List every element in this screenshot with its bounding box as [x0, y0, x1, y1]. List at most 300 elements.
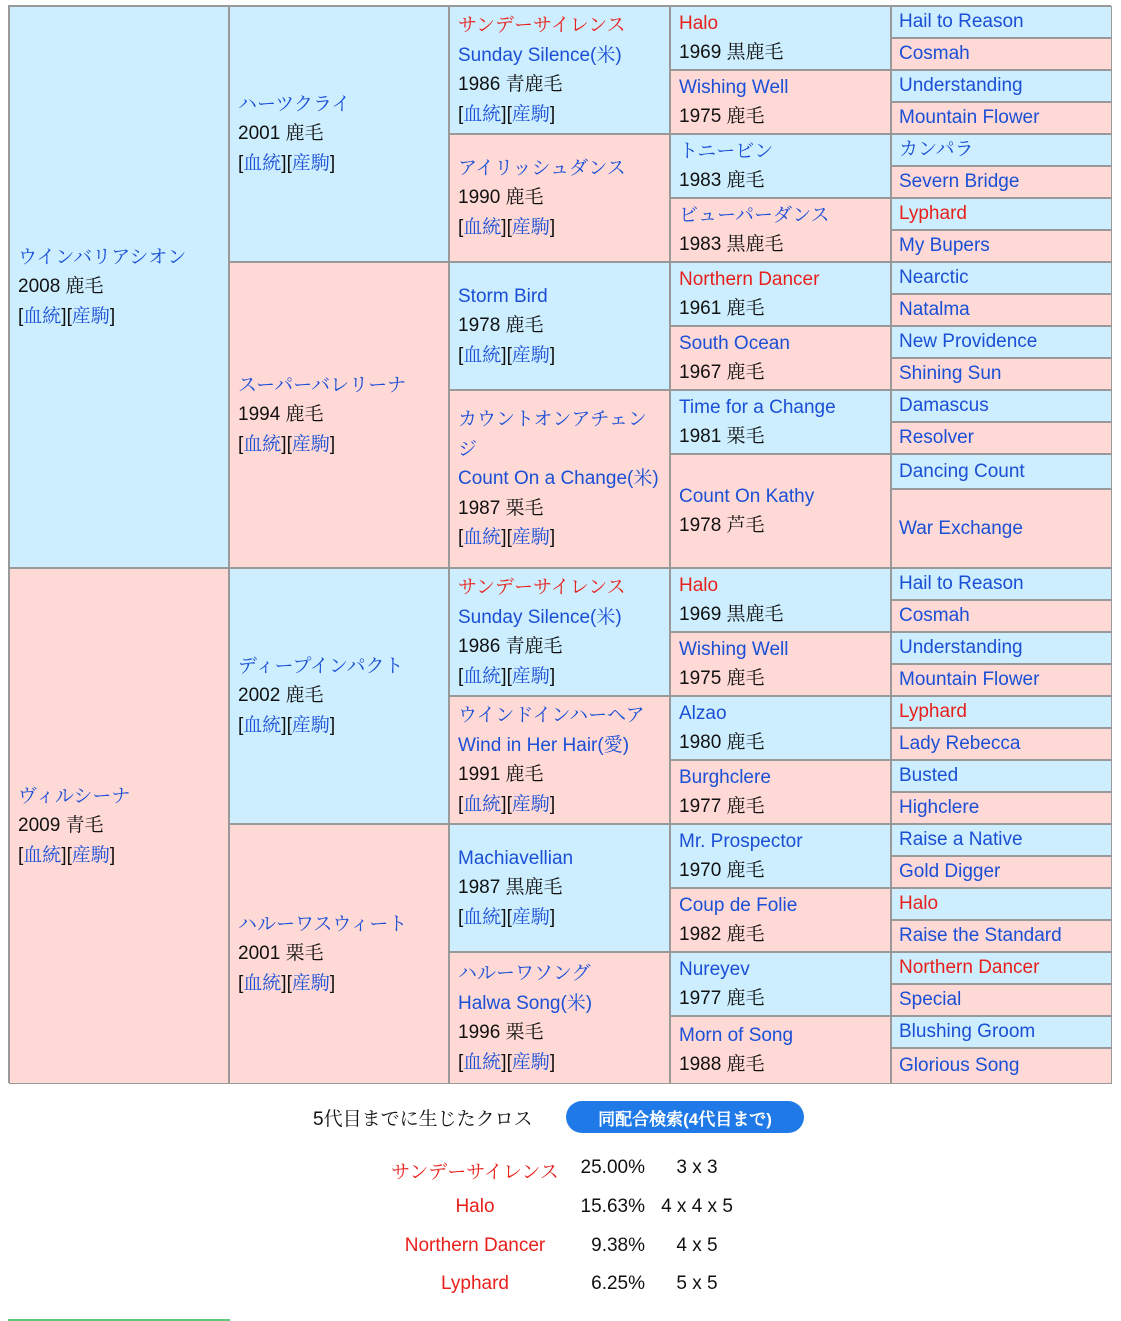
horse-sub-wrap [458, 464, 661, 494]
horse-gen5 [891, 6, 1112, 38]
link-row [458, 903, 661, 933]
horse-info: 2009 青毛 [18, 815, 104, 837]
horse-gen5 [891, 792, 1112, 824]
progeny-link[interactable]: 産駒 [291, 433, 330, 455]
horse-name-wrap [679, 201, 882, 231]
horse-info-wrap [679, 856, 882, 886]
pedigree-table [8, 5, 1111, 1083]
horse-name[interactable]: Nearctic [899, 267, 969, 288]
horse-gen5 [891, 70, 1112, 102]
horse-info-wrap [18, 272, 220, 302]
horse-gen4 [670, 390, 891, 454]
horse-name[interactable]: Special [899, 989, 962, 1010]
horse-sub-wrap [458, 603, 661, 633]
horse-gen5 [891, 198, 1112, 230]
cross-horse-name[interactable]: サンデーサイレンス [391, 1162, 559, 1183]
horse-name-wrap [679, 571, 882, 601]
pedigree-link[interactable]: 血統 [243, 714, 282, 736]
horse-gen5 [891, 920, 1112, 952]
horse-name-wrap [458, 701, 661, 731]
horse-name[interactable]: South Ocean [679, 332, 790, 354]
horse-name[interactable]: Burghclere [679, 766, 771, 788]
horse-gen4 [670, 454, 891, 568]
horse-name[interactable]: Alzao [679, 702, 727, 724]
horse-name[interactable]: Cosmah [899, 605, 970, 626]
horse-name-wrap [238, 371, 440, 401]
pedigree-link[interactable]: 血統 [463, 793, 502, 815]
link-row [458, 1048, 661, 1078]
horse-info: 1991 鹿毛 [458, 764, 544, 785]
bracket: [ [238, 972, 244, 994]
horse-info-wrap [679, 664, 882, 694]
horse-gen4 [670, 952, 891, 1016]
horse-name-en[interactable]: Halwa Song(米) [458, 992, 593, 1014]
horse-info-wrap [679, 600, 882, 630]
horse-name[interactable]: Machiavellian [458, 847, 574, 869]
horse-name-wrap [18, 243, 220, 273]
horse-gen2 [229, 6, 449, 262]
horse-name[interactable]: Nureyev [679, 958, 750, 980]
link-row [458, 341, 661, 371]
cross-percentage: 25.00% [580, 1157, 645, 1178]
horse-name-en[interactable]: Count On a Change(米) [458, 468, 659, 490]
progeny-link[interactable]: 産駒 [291, 972, 330, 994]
horse-gen2 [229, 568, 449, 824]
horse-name[interactable]: Mr. Prospector [679, 830, 803, 852]
pedigree-link[interactable]: 血統 [243, 433, 282, 455]
progeny-link[interactable]: 産駒 [511, 103, 550, 125]
horse-name-wrap [679, 482, 882, 512]
horse-name[interactable]: Northern Dancer [899, 957, 1040, 978]
horse-name[interactable]: War Exchange [899, 517, 1023, 539]
pedigree-link[interactable]: 血統 [463, 1051, 502, 1073]
bracket: ][ [501, 344, 512, 366]
horse-gen5 [891, 856, 1112, 888]
horse-info: 1987 栗毛 [458, 497, 544, 519]
pedigree-link[interactable]: 血統 [463, 216, 502, 238]
horse-name-wrap [238, 652, 440, 682]
horse-name[interactable]: カンパラ [899, 139, 974, 160]
pedigree-link[interactable]: 血統 [463, 906, 502, 928]
horse-info-wrap [238, 681, 440, 711]
horse-gen5 [891, 824, 1112, 856]
bracket: ][ [61, 305, 72, 327]
bracket: ][ [281, 433, 292, 455]
bracket: ][ [501, 906, 512, 928]
horse-name-wrap [458, 959, 661, 989]
bracket: ] [549, 793, 556, 815]
horse-info-wrap [679, 358, 882, 388]
horse-name[interactable]: ハーツクライ [238, 93, 351, 115]
bracket: ] [549, 103, 556, 125]
horse-name[interactable]: Blushing Groom [899, 1021, 1036, 1042]
horse-name[interactable]: My Bupers [899, 235, 990, 256]
horse-name[interactable]: Understanding [899, 637, 1023, 658]
horse-gen4 [670, 262, 891, 326]
horse-gen5 [891, 102, 1112, 134]
horse-name[interactable]: Busted [899, 765, 959, 786]
horse-name[interactable]: Halo [899, 893, 939, 914]
horse-gen5 [891, 696, 1112, 728]
bracket: ] [109, 844, 116, 866]
horse-info: 1961 鹿毛 [679, 298, 765, 319]
bracket: ] [329, 433, 336, 455]
progeny-link[interactable]: 産駒 [511, 665, 550, 687]
pedigree-link[interactable]: 血統 [463, 527, 502, 549]
bracket: ][ [501, 1051, 512, 1073]
horse-name-wrap [679, 699, 882, 729]
pedigree-link[interactable]: 血統 [463, 103, 502, 125]
horse-info-wrap [238, 400, 440, 430]
horse-name[interactable]: Glorious Song [899, 1055, 1020, 1076]
horse-name-wrap [18, 782, 220, 812]
horse-gen5 [891, 600, 1112, 632]
horse-name[interactable]: Hail to Reason [899, 573, 1024, 594]
horse-info-wrap [679, 728, 882, 758]
horse-gen4 [670, 198, 891, 262]
horse-name[interactable]: Highclere [899, 797, 980, 818]
link-row [458, 100, 661, 130]
horse-gen3 [449, 952, 670, 1084]
horse-gen2 [229, 262, 449, 568]
pedigree-link[interactable]: 血統 [23, 844, 62, 866]
horse-gen3 [449, 824, 670, 952]
horse-name[interactable]: Gold Digger [899, 861, 1001, 882]
horse-gen3 [449, 390, 670, 568]
horse-name[interactable]: Mountain Flower [899, 107, 1040, 128]
horse-name[interactable]: Severn Bridge [899, 171, 1020, 192]
horse-name-wrap [679, 265, 882, 295]
horse-name[interactable]: サンデーサイレンス [458, 15, 626, 36]
bracket: ][ [281, 152, 292, 174]
horse-name-en[interactable]: Sunday Silence(米) [458, 44, 622, 66]
bracket: ] [549, 1051, 556, 1073]
horse-info-wrap [679, 38, 882, 68]
bracket: ] [549, 344, 556, 366]
horse-name[interactable]: ヴィルシーナ [18, 785, 131, 807]
horse-info-wrap [458, 311, 661, 341]
horse-info: 1996 栗毛 [458, 1022, 544, 1043]
horse-gen5 [891, 230, 1112, 262]
horse-name[interactable]: ディープインパクト [238, 655, 404, 677]
horse-name[interactable]: サンデーサイレンス [458, 577, 626, 598]
horse-name[interactable]: Northern Dancer [679, 268, 820, 290]
pedigree-link[interactable]: 血統 [463, 344, 502, 366]
link-row [458, 662, 661, 692]
horse-name[interactable]: Dancing Count [899, 460, 1025, 482]
horse-info: 1977 鹿毛 [679, 796, 765, 817]
horse-name[interactable]: Raise a Native [899, 829, 1023, 850]
horse-name[interactable]: ハルーワソング [458, 963, 591, 984]
horse-name[interactable]: Time for a Change [679, 396, 836, 418]
progeny-link[interactable]: 産駒 [511, 793, 550, 815]
horse-name-wrap [458, 154, 661, 184]
bracket: [ [238, 152, 244, 174]
horse-name[interactable]: Storm Bird [458, 285, 548, 307]
bracket: ][ [281, 714, 292, 736]
horse-name-wrap [679, 393, 882, 423]
horse-name-wrap [458, 282, 661, 312]
progeny-link[interactable]: 産駒 [71, 844, 110, 866]
cross-title: 5代目までに生じたクロス [313, 1109, 533, 1130]
horse-info: 1980 鹿毛 [679, 732, 765, 753]
horse-name[interactable]: アイリッシュダンス [458, 157, 626, 179]
progeny-link[interactable]: 産駒 [511, 906, 550, 928]
horse-gen1 [9, 6, 229, 568]
bracket: ][ [501, 103, 512, 125]
horse-name-wrap [679, 763, 882, 793]
horse-info: 1981 栗毛 [679, 426, 765, 447]
horse-info-wrap [679, 102, 882, 132]
horse-name[interactable]: Raise the Standard [899, 925, 1062, 946]
horse-name[interactable]: Understanding [899, 75, 1023, 96]
horse-info-wrap [458, 70, 661, 100]
horse-name-wrap [238, 90, 440, 120]
horse-info-wrap [458, 1018, 661, 1048]
pedigree-link[interactable]: 血統 [463, 665, 502, 687]
horse-name[interactable]: Natalma [899, 299, 970, 320]
horse-gen3 [449, 696, 670, 824]
horse-gen4 [670, 134, 891, 198]
horse-name-wrap [679, 891, 882, 921]
horse-info: 1987 黒鹿毛 [458, 877, 563, 899]
bracket: ] [329, 714, 336, 736]
bracket: [ [458, 527, 464, 549]
pedigree-link[interactable]: 血統 [23, 305, 62, 327]
horse-info: 1982 鹿毛 [679, 924, 765, 945]
progeny-link[interactable]: 産駒 [71, 305, 110, 327]
bracket: [ [458, 665, 464, 687]
bracket: [ [458, 793, 464, 815]
horse-sub-wrap [458, 731, 661, 761]
horse-gen5 [891, 1016, 1112, 1048]
bracket: ] [329, 972, 336, 994]
horse-name[interactable]: スーパーバレリーナ [238, 374, 407, 396]
horse-name-wrap [679, 73, 882, 103]
horse-info-wrap [679, 511, 882, 541]
horse-gen5 [891, 728, 1112, 760]
horse-info: 1983 鹿毛 [679, 170, 765, 191]
bracket: [ [458, 344, 464, 366]
horse-sub-wrap [458, 989, 661, 1019]
horse-info: 1975 鹿毛 [679, 106, 765, 127]
bracket: ][ [61, 844, 72, 866]
horse-gen5 [891, 166, 1112, 198]
link-row [18, 841, 220, 871]
bracket: ] [549, 665, 556, 687]
link-row [238, 969, 440, 999]
bracket: [ [238, 714, 244, 736]
horse-gen4 [670, 6, 891, 70]
bracket: ][ [501, 793, 512, 815]
cross-pattern: 4 x 5 [676, 1235, 718, 1256]
horse-info: 1990 鹿毛 [458, 187, 544, 209]
horse-name[interactable]: カウントオンアチェンジ [458, 409, 647, 460]
cross-pattern: 5 x 5 [676, 1273, 718, 1294]
horse-name-wrap [238, 910, 440, 940]
horse-gen5 [891, 760, 1112, 792]
bracket: ] [109, 305, 116, 327]
horse-gen5 [891, 632, 1112, 664]
horse-info-wrap [458, 494, 661, 524]
cross-percentage: 9.38% [591, 1235, 645, 1256]
bracket: ] [549, 216, 556, 238]
bracket: ][ [501, 665, 512, 687]
horse-gen5 [891, 888, 1112, 920]
same-breeding-search-button[interactable]: 同配合検索(4代目まで) [566, 1101, 804, 1133]
progeny-link[interactable]: 産駒 [511, 344, 550, 366]
horse-name-wrap [458, 844, 661, 874]
horse-gen5 [891, 1048, 1112, 1084]
link-row [238, 149, 440, 179]
horse-name[interactable]: Damascus [899, 395, 989, 416]
horse-info: 1978 鹿毛 [458, 315, 544, 337]
horse-info: 2002 鹿毛 [238, 685, 324, 707]
bracket: [ [458, 216, 464, 238]
horse-info: 2001 鹿毛 [238, 123, 324, 145]
horse-info: 1983 黒鹿毛 [679, 234, 784, 255]
horse-info-wrap [458, 873, 661, 903]
horse-name[interactable]: Count On Kathy [679, 485, 815, 507]
horse-name-wrap [679, 635, 882, 665]
horse-gen4 [670, 568, 891, 632]
horse-info: 1970 鹿毛 [679, 860, 765, 881]
horse-info-wrap [238, 939, 440, 969]
horse-name[interactable]: Morn of Song [679, 1024, 794, 1046]
bracket: [ [18, 844, 24, 866]
cross-pattern: 3 x 3 [676, 1157, 718, 1178]
horse-info: 1994 鹿毛 [238, 404, 324, 426]
horse-info-wrap [679, 294, 882, 324]
horse-gen5 [891, 454, 1112, 489]
progeny-link[interactable]: 産駒 [291, 714, 330, 736]
horse-gen4 [670, 632, 891, 696]
horse-name[interactable]: Halo [679, 12, 719, 34]
horse-name[interactable]: Cosmah [899, 43, 970, 64]
horse-gen4 [670, 326, 891, 390]
horse-info: 1975 鹿毛 [679, 668, 765, 689]
horse-name[interactable]: ウインドインハーヘア [458, 705, 645, 726]
horse-name[interactable]: トニービン [679, 140, 774, 162]
horse-gen3 [449, 262, 670, 390]
horse-name-wrap [458, 573, 661, 603]
horse-name[interactable]: Lady Rebecca [899, 733, 1021, 754]
horse-name[interactable]: Wishing Well [679, 638, 789, 660]
link-row [458, 790, 661, 820]
horse-info: 1978 芦毛 [679, 515, 765, 536]
horse-name[interactable]: Lyphard [899, 701, 967, 722]
horse-name-en[interactable]: Sunday Silence(米) [458, 606, 622, 628]
horse-name-wrap [458, 405, 661, 464]
horse-gen5 [891, 390, 1112, 422]
horse-gen3 [449, 134, 670, 262]
horse-info-wrap [679, 166, 882, 196]
horse-gen5 [891, 294, 1112, 326]
progeny-link[interactable]: 産駒 [291, 152, 330, 174]
horse-name[interactable]: Hail to Reason [899, 11, 1024, 32]
horse-gen5 [891, 326, 1112, 358]
horse-info-wrap [679, 984, 882, 1014]
link-row [458, 213, 661, 243]
progeny-link[interactable]: 産駒 [511, 1051, 550, 1073]
horse-name[interactable]: Coup de Folie [679, 894, 798, 916]
horse-info: 1967 鹿毛 [679, 362, 765, 383]
horse-gen5 [891, 422, 1112, 454]
horse-gen5 [891, 984, 1112, 1016]
horse-gen5 [891, 489, 1112, 568]
horse-info: 1988 鹿毛 [679, 1054, 765, 1075]
horse-info: 1969 黒鹿毛 [679, 42, 784, 63]
horse-name[interactable]: Wishing Well [679, 76, 789, 98]
cross-percentage: 6.25% [591, 1273, 645, 1294]
horse-info: 1986 青鹿毛 [458, 74, 563, 95]
horse-name-wrap [679, 827, 882, 857]
progeny-link[interactable]: 産駒 [511, 216, 550, 238]
link-row [458, 523, 661, 553]
horse-name-wrap [679, 955, 882, 985]
horse-info: 1969 黒鹿毛 [679, 604, 784, 625]
horse-sub-wrap [458, 41, 661, 71]
horse-gen5 [891, 568, 1112, 600]
pedigree-link[interactable]: 血統 [243, 152, 282, 174]
horse-name[interactable]: ハルーワスウィート [238, 913, 408, 935]
cross-horse-name[interactable]: Lyphard [441, 1273, 509, 1294]
horse-gen3 [449, 568, 670, 696]
horse-info-wrap [18, 811, 220, 841]
bracket: ][ [501, 216, 512, 238]
horse-name-wrap [458, 11, 661, 41]
horse-gen4 [670, 824, 891, 888]
horse-info: 2001 栗毛 [238, 943, 324, 965]
horse-name[interactable]: ウインバリアシオン [18, 246, 187, 268]
horse-name[interactable]: Lyphard [899, 203, 967, 224]
horse-name[interactable]: Shining Sun [899, 363, 1002, 384]
cross-percentage: 15.63% [580, 1196, 645, 1217]
bracket: ] [549, 527, 556, 549]
progeny-link[interactable]: 産駒 [511, 527, 550, 549]
bracket: ][ [501, 527, 512, 549]
horse-info-wrap [238, 119, 440, 149]
bracket: [ [458, 906, 464, 928]
horse-name[interactable]: Halo [679, 574, 719, 596]
horse-info: 2008 鹿毛 [18, 276, 104, 298]
horse-name[interactable]: Mountain Flower [899, 669, 1040, 690]
horse-name-wrap [679, 1021, 882, 1051]
horse-info-wrap [679, 920, 882, 950]
horse-name-wrap [679, 329, 882, 359]
horse-name[interactable]: ビューパーダンス [679, 204, 830, 226]
horse-info-wrap [679, 230, 882, 260]
horse-gen4 [670, 760, 891, 824]
horse-gen3 [449, 6, 670, 134]
bracket: [ [458, 1051, 464, 1073]
horse-name-wrap [679, 9, 882, 39]
pedigree-link[interactable]: 血統 [243, 972, 282, 994]
horse-name-en[interactable]: Wind in Her Hair(愛) [458, 734, 630, 756]
horse-info: 1977 鹿毛 [679, 988, 765, 1009]
horse-info-wrap [458, 760, 661, 790]
cross-horse-name[interactable]: Northern Dancer [404, 1235, 546, 1256]
horse-gen5 [891, 952, 1112, 984]
horse-name[interactable]: New Providence [899, 331, 1038, 352]
cross-horse-name[interactable]: Halo [455, 1196, 495, 1217]
bracket: [ [238, 433, 244, 455]
bracket: ] [549, 906, 556, 928]
horse-name[interactable]: Resolver [899, 427, 974, 448]
horse-gen1 [9, 568, 229, 1084]
link-row [18, 302, 220, 332]
link-row [238, 711, 440, 741]
